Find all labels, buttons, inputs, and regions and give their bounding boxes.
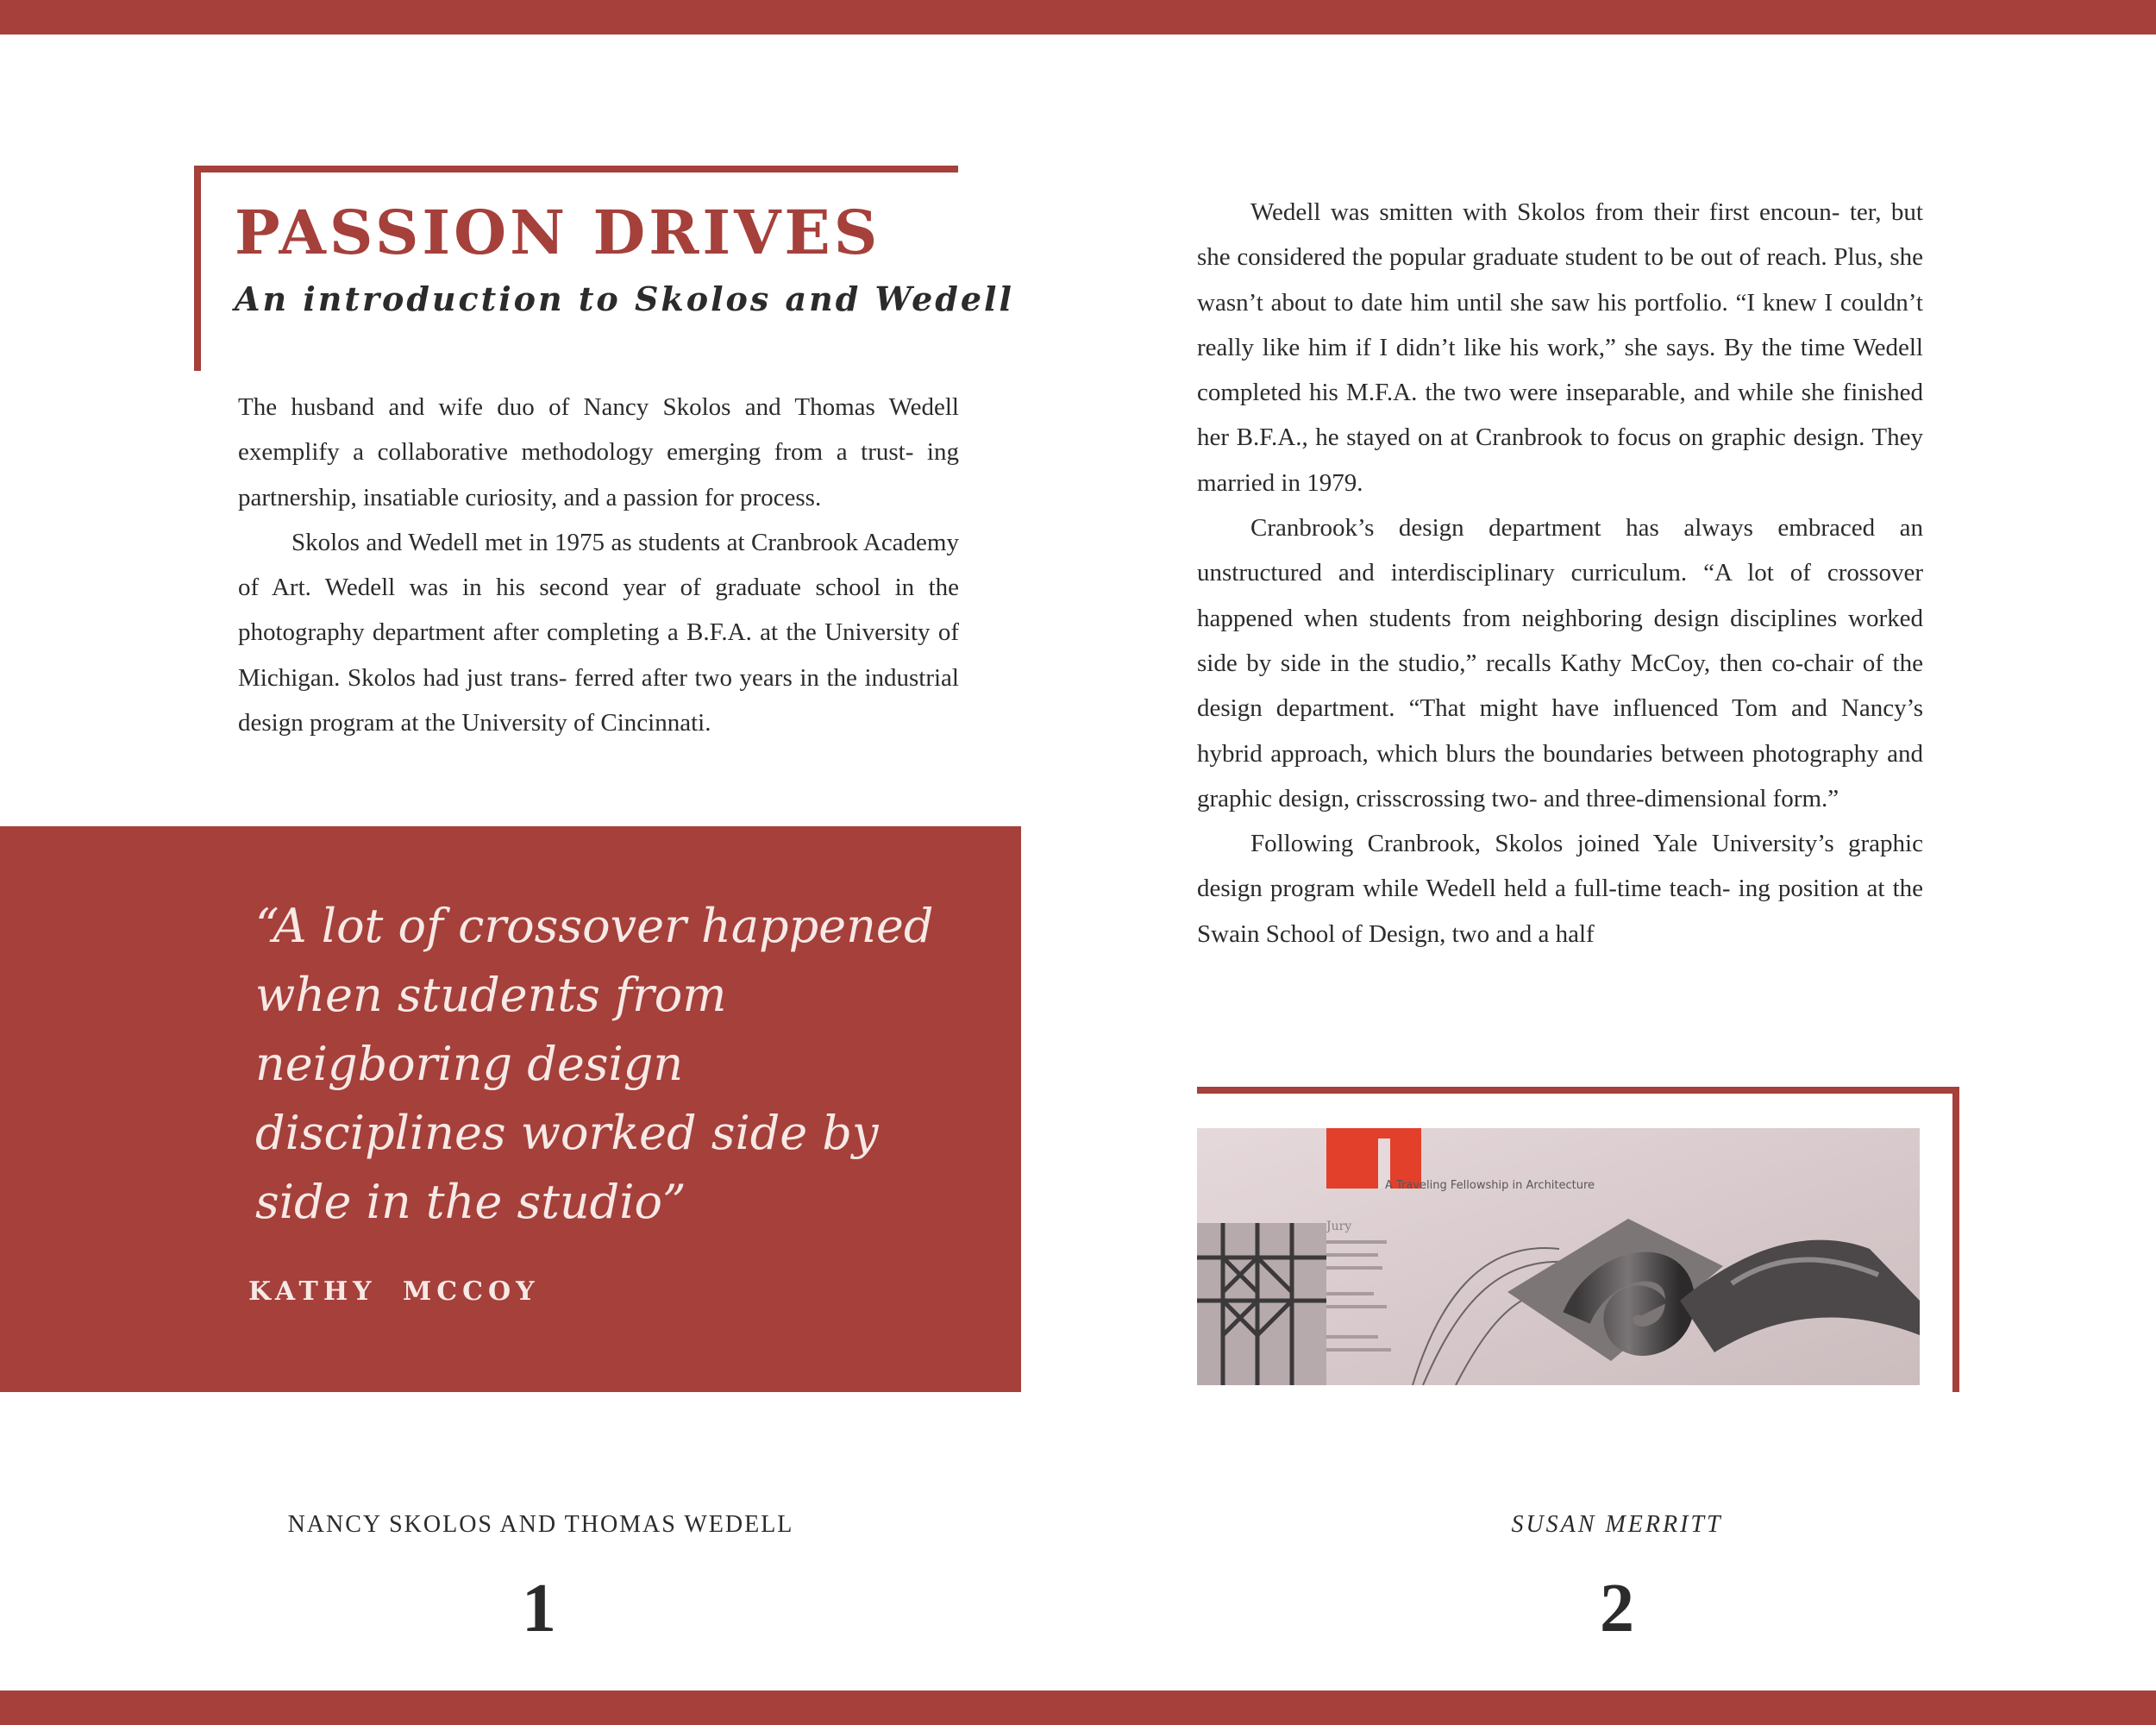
top-band: [0, 0, 2156, 34]
right-footer-label: SUSAN MERRITT: [1511, 1511, 1723, 1538]
left-paragraph: Skolos and Wedell met in 1975 as students at Cranbrook Academy of Art. Wedell was in his second year of graduate school in the photography department after completing a B.F.A. at the University of Michigan. Skolos had just trans- ferred after two years in the industrial design program at the University of Cincinnati.: [238, 528, 959, 737]
left-page-number: 1: [522, 1571, 556, 1647]
right-paragraph: Wedell was smitten with Skolos from their first encoun- ter, but she considered the popular graduate student to be out of reach. Plus, she wasn’t about to date him until she saw his portfolio. “I knew I couldn’t really like him if I didn’t like his work,” she says. By the time Wedell completed his M.F.A. the two were inseparable, and while she finished her B.F.A., he stayed on at Cranbrook to focus on graphic design. They married in 1979.: [1197, 198, 1923, 497]
left-paragraph: The husband and wife duo of Nancy Skolos and Thomas Wedell exemplify a collaborative methodology emerging from a trust- ing partnership, insatiable curiosity, and a passion for process.: [238, 393, 959, 511]
svg-text:Jury: Jury: [1326, 1220, 1352, 1233]
architecture-photo: [1197, 1128, 1920, 1385]
right-page-number: 2: [1600, 1571, 1634, 1647]
page-title: PASSION DRIVES: [235, 197, 881, 268]
left-body-text: [238, 385, 959, 745]
right-paragraph: Cranbrook’s design department has always embraced an unstructured and interdisciplinary curriculum. “A lot of crossover happened when students from neighboring design disciplines worked side by side in the studio,” recalls Kathy McCoy, then co-chair of the design department. “That might have influenced Tom and Nancy’s hybrid approach, which blurs the boundaries between photography and graphic design, crisscrossing two- and three-dimensional form.”: [1197, 514, 1923, 812]
left-footer-label: NANCY SKOLOS AND THOMAS WEDELL: [287, 1511, 794, 1538]
bottom-band: [0, 1690, 2156, 1725]
pull-quote: “A lot of crossover happened when students from neigboring design disciplines worked side by side in the studio”: [255, 899, 934, 1229]
page-subtitle: An introduction to Skolos and Wedell: [235, 279, 1014, 318]
quote-attribution: KATHY MCCOY: [248, 1276, 540, 1307]
right-body-text: [1197, 190, 1923, 957]
svg-text:A Traveling Fellowship in Arch: A Traveling Fellowship in Architecture: [1385, 1179, 1595, 1192]
right-paragraph: Following Cranbrook, Skolos joined Yale University’s graphic design program while Wedell held a full-time teach- ing position at the Swain School of Design, two and a half: [1197, 830, 1923, 948]
